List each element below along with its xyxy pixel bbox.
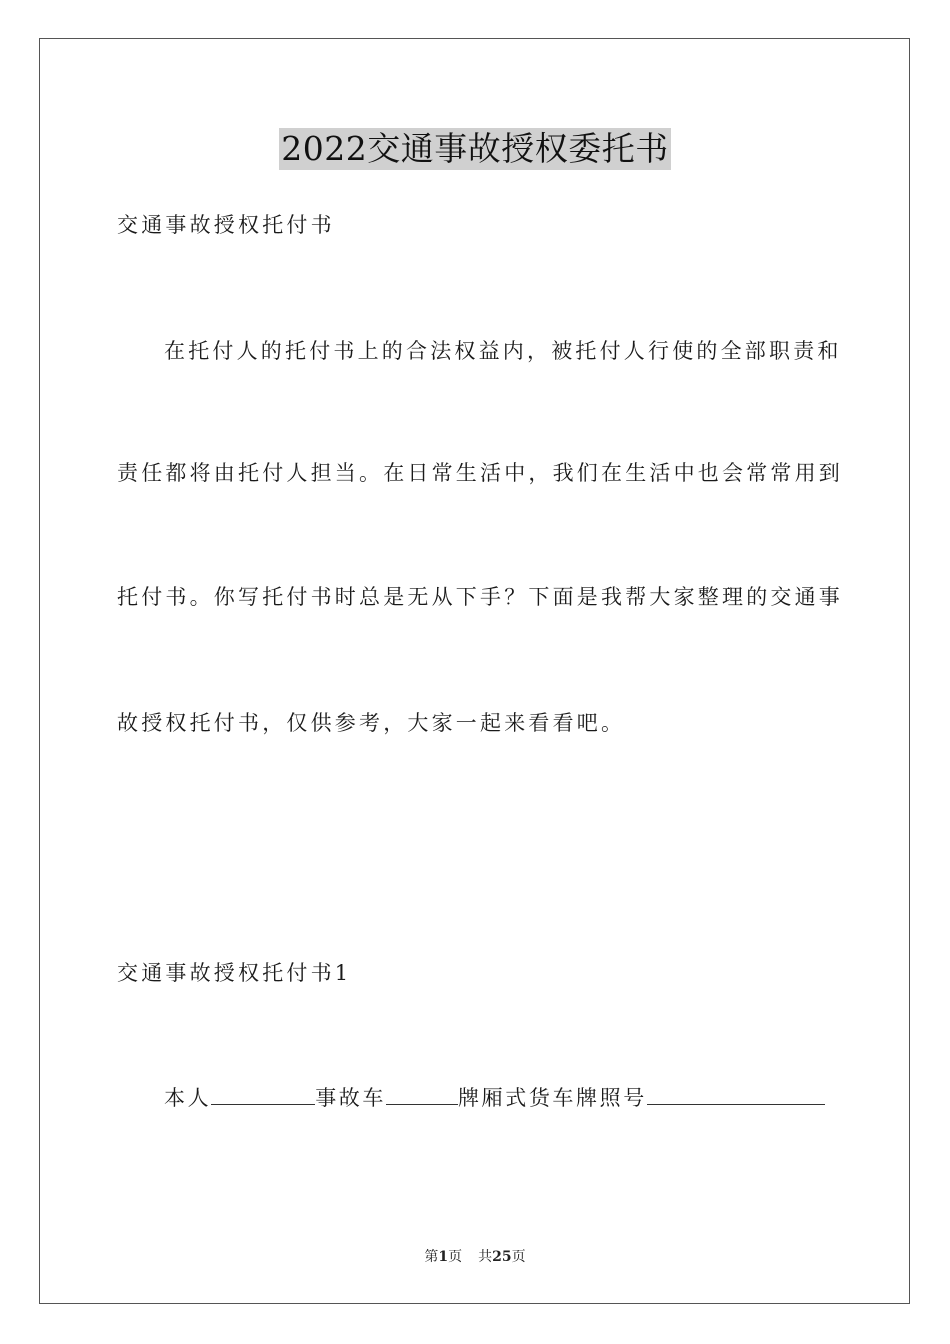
page-footer [0,1248,950,1266]
blank-person-field[interactable] [211,1084,315,1105]
footer-page-prefix: 第 [424,1249,439,1265]
document-subtitle: 交通事故授权托付书 [117,213,335,237]
footer-total-suffix: 页 [511,1249,526,1265]
intro-line-2: 责任都将由托付人担当。在日常生活中，我们在生活中也会常常用到 [117,461,843,485]
intro-line-1: 在托付人的托付书上的合法权益内，被托付人行使的全部职责和 [164,339,842,363]
intro-line-4: 故授权托付书，仅供参考，大家一起来看看吧。 [117,711,626,735]
document-title: 2022交通事故授权委托书 [281,129,669,168]
footer-page-suffix: 页 [448,1249,463,1265]
footer-total-prefix: 共 [478,1249,493,1265]
label-plate: 牌厢式货车牌照号 [458,1086,647,1110]
label-vehicle: 事故车 [315,1086,387,1110]
form-line [164,1084,825,1111]
blank-vehicle-field[interactable] [386,1084,458,1105]
footer-page-number: 1 [438,1249,449,1265]
intro-line-3: 托付书。你写托付书时总是无从下手？下面是我帮大家整理的交通事 [117,585,843,609]
label-person: 本人 [164,1086,212,1110]
blank-plate-field[interactable] [647,1084,825,1105]
footer-total-pages: 25 [492,1249,512,1265]
section-heading: 交通事故授权托付书1 [117,961,352,985]
title-container [0,128,950,170]
